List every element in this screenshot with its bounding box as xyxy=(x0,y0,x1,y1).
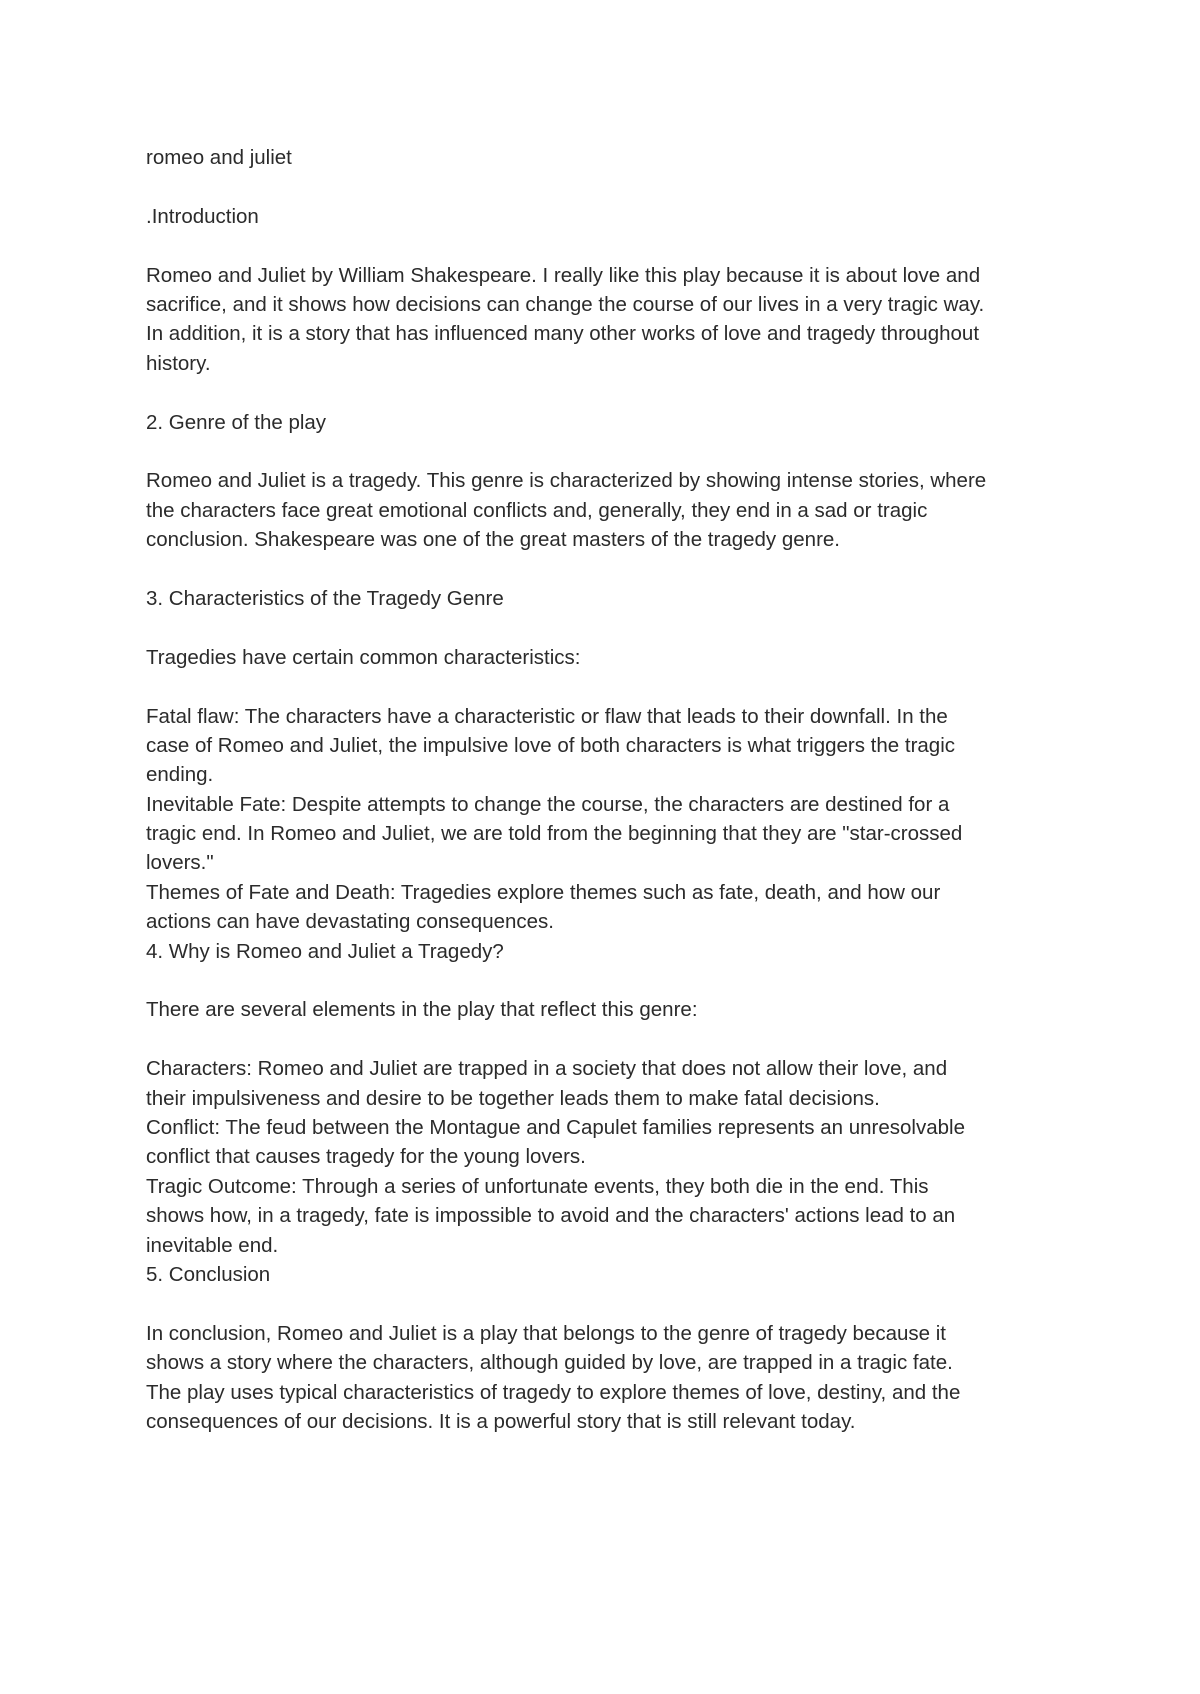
list-line: Tragic Outcome: Through a series of unfortunate events, they both die in the end. This xyxy=(146,1174,929,1198)
spacer xyxy=(146,672,1086,701)
document-page xyxy=(146,143,1086,1436)
list-line: inevitable end. xyxy=(146,1233,279,1257)
spacer xyxy=(146,172,1086,201)
paragraph-genre xyxy=(146,466,1086,554)
list-line: ending. xyxy=(146,763,214,787)
spacer xyxy=(146,231,1086,260)
spacer xyxy=(146,437,1086,466)
list-line: conflict that causes tragedy for the young lovers. xyxy=(146,1145,586,1169)
list-line: Inevitable Fate: Despite attempts to change the course, the characters are destined for a xyxy=(146,792,950,816)
paragraph-line: Romeo and Juliet is a tragedy. This genre is characterized by showing intense stories, where xyxy=(146,469,987,493)
paragraph-line: Romeo and Juliet by William Shakespeare. I really like this play because it is about love and xyxy=(146,263,981,287)
paragraph-line: consequences of our decisions. It is a powerful story that is still relevant today. xyxy=(146,1409,856,1433)
list-line: Conflict: The feud between the Montague and Capulet families represents an unresolvable xyxy=(146,1115,965,1139)
section-heading-genre: 2. Genre of the play xyxy=(146,410,327,434)
document-title: romeo and juliet xyxy=(146,146,292,169)
list-line: their impulsiveness and desire to be together leads them to make fatal decisions. xyxy=(146,1086,880,1110)
section-heading-characteristics: 3. Characteristics of the Tragedy Genre xyxy=(146,586,504,610)
spacer xyxy=(146,1025,1086,1054)
paragraph-line: In conclusion, Romeo and Juliet is a play that belongs to the genre of tragedy because it xyxy=(146,1321,947,1345)
section-heading-introduction: .Introduction xyxy=(146,204,259,228)
spacer xyxy=(146,555,1086,584)
paragraph-line: sacrifice, and it shows how decisions can change the course of our lives in a very tragic way. xyxy=(146,292,985,316)
paragraph-introduction xyxy=(146,261,1086,379)
section-heading-conclusion: 5. Conclusion xyxy=(146,1262,271,1286)
section-heading-why-tragedy: 4. Why is Romeo and Juliet a Tragedy? xyxy=(146,939,504,963)
paragraph-conclusion xyxy=(146,1319,1086,1437)
characteristics-list xyxy=(146,702,1086,967)
spacer xyxy=(146,1289,1086,1318)
paragraph-why-intro: There are several elements in the play that reflect this genre: xyxy=(146,998,698,1022)
paragraph-line: In addition, it is a story that has influenced many other works of love and tragedy throughout xyxy=(146,322,980,346)
list-line: lovers." xyxy=(146,851,214,875)
paragraph-line: conclusion. Shakespeare was one of the great masters of the tragedy genre. xyxy=(146,528,840,552)
paragraph-line: The play uses typical characteristics of tragedy to explore themes of love, destiny, and the xyxy=(146,1380,961,1404)
list-line: shows how, in a tragedy, fate is impossible to avoid and the characters' actions lead to an xyxy=(146,1204,956,1228)
paragraph-characteristics-intro: Tragedies have certain common characteristics: xyxy=(146,645,581,669)
list-line: Fatal flaw: The characters have a characteristic or flaw that leads to their downfall. In the xyxy=(146,704,948,728)
list-line: case of Romeo and Juliet, the impulsive love of both characters is what triggers the tragic xyxy=(146,733,956,757)
spacer xyxy=(146,613,1086,642)
spacer xyxy=(146,966,1086,995)
paragraph-line: history. xyxy=(146,351,211,375)
spacer xyxy=(146,378,1086,407)
list-line: Themes of Fate and Death: Tragedies explore themes such as fate, death, and how our xyxy=(146,880,941,904)
list-line: tragic end. In Romeo and Juliet, we are told from the beginning that they are "star-crossed xyxy=(146,822,963,846)
list-line: actions can have devastating consequences. xyxy=(146,910,554,934)
paragraph-line: the characters face great emotional conflicts and, generally, they end in a sad or tragic xyxy=(146,498,928,522)
why-list xyxy=(146,1054,1086,1289)
paragraph-line: shows a story where the characters, although guided by love, are trapped in a tragic fate. xyxy=(146,1351,953,1375)
list-line: Characters: Romeo and Juliet are trapped in a society that does not allow their love, and xyxy=(146,1057,948,1081)
